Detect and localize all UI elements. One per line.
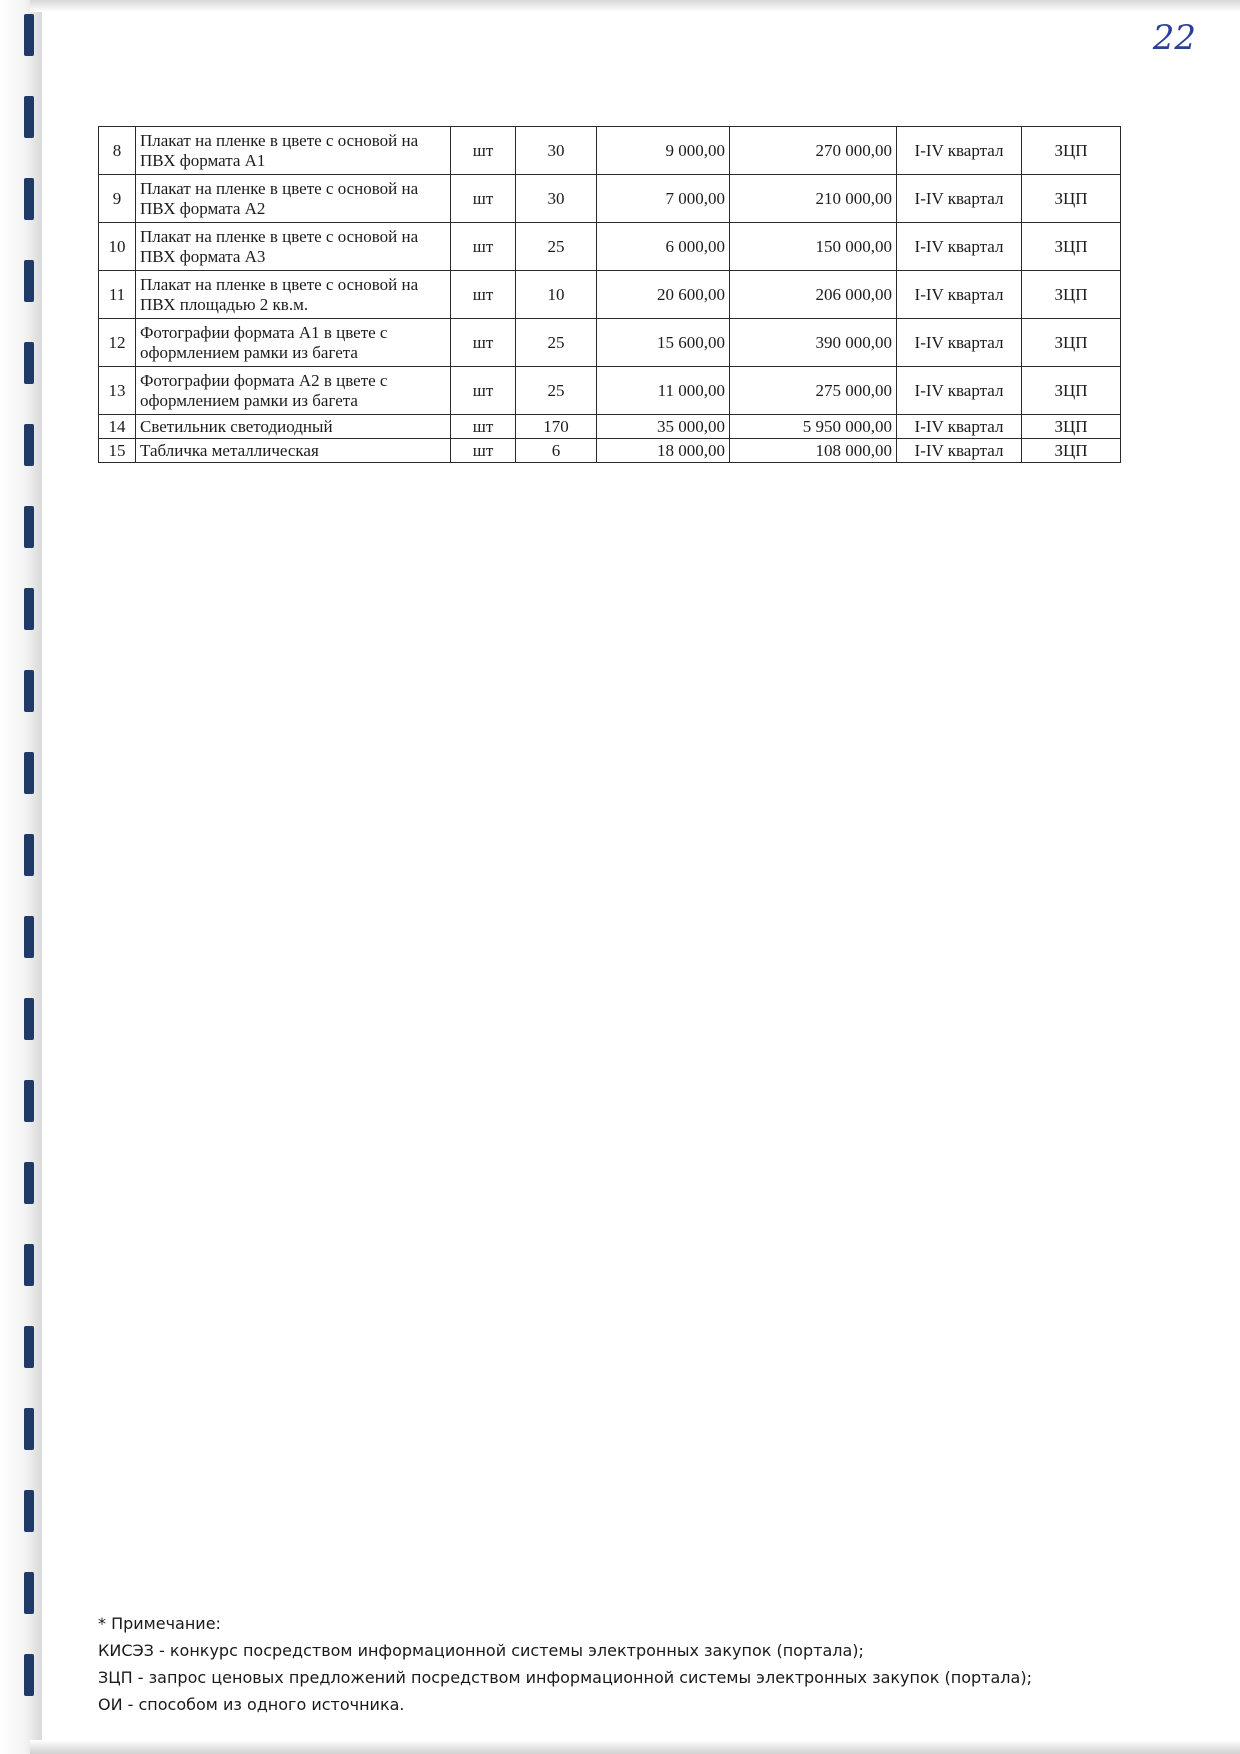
cell-total-sum: 5 950 000,00 bbox=[730, 415, 897, 439]
cell-quantity: 10 bbox=[516, 271, 597, 319]
binding-hole bbox=[24, 1654, 34, 1696]
cell-row-number: 9 bbox=[99, 175, 136, 223]
cell-item-name: Плакат на пленке в цвете с основой на ПВХ формата А2 bbox=[136, 175, 451, 223]
cell-procurement-method: ЗЦП bbox=[1022, 319, 1121, 367]
table-row bbox=[99, 319, 1121, 367]
cell-unit: шт bbox=[451, 367, 516, 415]
cell-row-number: 11 bbox=[99, 271, 136, 319]
binding-hole bbox=[24, 342, 34, 384]
cell-item-name: Табличка металлическая bbox=[136, 439, 451, 463]
binding-hole bbox=[24, 424, 34, 466]
cell-unit: шт bbox=[451, 271, 516, 319]
cell-quantity: 30 bbox=[516, 175, 597, 223]
cell-total-sum: 108 000,00 bbox=[730, 439, 897, 463]
binding-hole bbox=[24, 178, 34, 220]
cell-unit-price: 9 000,00 bbox=[597, 127, 730, 175]
scan-edge-top bbox=[30, 0, 1240, 12]
cell-unit-price: 15 600,00 bbox=[597, 319, 730, 367]
cell-procurement-method: ЗЦП bbox=[1022, 439, 1121, 463]
table-row bbox=[99, 415, 1121, 439]
cell-unit-price: 35 000,00 bbox=[597, 415, 730, 439]
binding-hole bbox=[24, 752, 34, 794]
cell-row-number: 12 bbox=[99, 319, 136, 367]
binding-hole bbox=[24, 14, 34, 56]
binding-hole bbox=[24, 1408, 34, 1450]
cell-period: I-IV квартал bbox=[897, 439, 1022, 463]
cell-unit: шт bbox=[451, 175, 516, 223]
cell-procurement-method: ЗЦП bbox=[1022, 127, 1121, 175]
binding-strip bbox=[0, 0, 42, 1754]
cell-quantity: 25 bbox=[516, 367, 597, 415]
binding-hole bbox=[24, 1572, 34, 1614]
cell-period: I-IV квартал bbox=[897, 271, 1022, 319]
binding-hole bbox=[24, 670, 34, 712]
cell-unit-price: 18 000,00 bbox=[597, 439, 730, 463]
cell-unit: шт bbox=[451, 319, 516, 367]
cell-quantity: 25 bbox=[516, 223, 597, 271]
binding-hole bbox=[24, 1162, 34, 1204]
cell-period: I-IV квартал bbox=[897, 175, 1022, 223]
cell-quantity: 30 bbox=[516, 127, 597, 175]
cell-item-name: Плакат на пленке в цвете с основой на ПВХ площадью 2 кв.м. bbox=[136, 271, 451, 319]
cell-total-sum: 210 000,00 bbox=[730, 175, 897, 223]
cell-procurement-method: ЗЦП bbox=[1022, 223, 1121, 271]
cell-period: I-IV квартал bbox=[897, 223, 1022, 271]
binding-hole bbox=[24, 506, 34, 548]
footnote-title: * Примечание: bbox=[98, 1614, 221, 1633]
cell-unit: шт bbox=[451, 127, 516, 175]
binding-hole bbox=[24, 1244, 34, 1286]
footnote-line: КИСЭЗ - конкурс посредством информационной системы электронных закупок (портала); bbox=[98, 1641, 864, 1660]
table-row bbox=[99, 223, 1121, 271]
binding-hole bbox=[24, 998, 34, 1040]
cell-total-sum: 275 000,00 bbox=[730, 367, 897, 415]
cell-procurement-method: ЗЦП bbox=[1022, 271, 1121, 319]
cell-period: I-IV квартал bbox=[897, 367, 1022, 415]
cell-quantity: 6 bbox=[516, 439, 597, 463]
scan-edge-bottom bbox=[30, 1740, 1240, 1754]
cell-procurement-method: ЗЦП bbox=[1022, 175, 1121, 223]
cell-row-number: 13 bbox=[99, 367, 136, 415]
footnote-line: ЗЦП - запрос ценовых предложений посредством информационной системы электронных закупок (портала); bbox=[98, 1668, 1032, 1687]
cell-unit: шт bbox=[451, 415, 516, 439]
cell-item-name: Фотографии формата А2 в цвете с оформлением рамки из багета bbox=[136, 367, 451, 415]
footnote bbox=[98, 1610, 1032, 1718]
binding-hole bbox=[24, 834, 34, 876]
cell-row-number: 15 bbox=[99, 439, 136, 463]
cell-item-name: Светильник светодиодный bbox=[136, 415, 451, 439]
table-row bbox=[99, 439, 1121, 463]
procurement-table bbox=[98, 126, 1121, 463]
binding-hole bbox=[24, 588, 34, 630]
cell-item-name: Плакат на пленке в цвете с основой на ПВХ формата А3 bbox=[136, 223, 451, 271]
cell-unit-price: 7 000,00 bbox=[597, 175, 730, 223]
table-row bbox=[99, 127, 1121, 175]
binding-hole bbox=[24, 260, 34, 302]
table-row bbox=[99, 175, 1121, 223]
cell-total-sum: 390 000,00 bbox=[730, 319, 897, 367]
cell-unit-price: 6 000,00 bbox=[597, 223, 730, 271]
cell-row-number: 14 bbox=[99, 415, 136, 439]
cell-unit: шт bbox=[451, 223, 516, 271]
binding-hole bbox=[24, 96, 34, 138]
cell-unit-price: 20 600,00 bbox=[597, 271, 730, 319]
procurement-table-wrap bbox=[98, 126, 1121, 463]
footnote-line: ОИ - способом из одного источника. bbox=[98, 1695, 405, 1714]
cell-total-sum: 150 000,00 bbox=[730, 223, 897, 271]
binding-hole bbox=[24, 1490, 34, 1532]
table-row bbox=[99, 367, 1121, 415]
cell-total-sum: 206 000,00 bbox=[730, 271, 897, 319]
page-number: 22 bbox=[1152, 18, 1196, 58]
binding-hole bbox=[24, 916, 34, 958]
cell-period: I-IV квартал bbox=[897, 127, 1022, 175]
binding-hole bbox=[24, 1326, 34, 1368]
cell-row-number: 10 bbox=[99, 223, 136, 271]
binding-hole bbox=[24, 1080, 34, 1122]
cell-quantity: 25 bbox=[516, 319, 597, 367]
cell-procurement-method: ЗЦП bbox=[1022, 415, 1121, 439]
cell-row-number: 8 bbox=[99, 127, 136, 175]
cell-item-name: Фотографии формата А1 в цвете с оформлением рамки из багета bbox=[136, 319, 451, 367]
cell-item-name: Плакат на пленке в цвете с основой на ПВХ формата А1 bbox=[136, 127, 451, 175]
cell-unit: шт bbox=[451, 439, 516, 463]
cell-period: I-IV квартал bbox=[897, 415, 1022, 439]
cell-quantity: 170 bbox=[516, 415, 597, 439]
procurement-table-body bbox=[99, 127, 1121, 463]
cell-period: I-IV квартал bbox=[897, 319, 1022, 367]
cell-procurement-method: ЗЦП bbox=[1022, 367, 1121, 415]
cell-unit-price: 11 000,00 bbox=[597, 367, 730, 415]
cell-total-sum: 270 000,00 bbox=[730, 127, 897, 175]
table-row bbox=[99, 271, 1121, 319]
